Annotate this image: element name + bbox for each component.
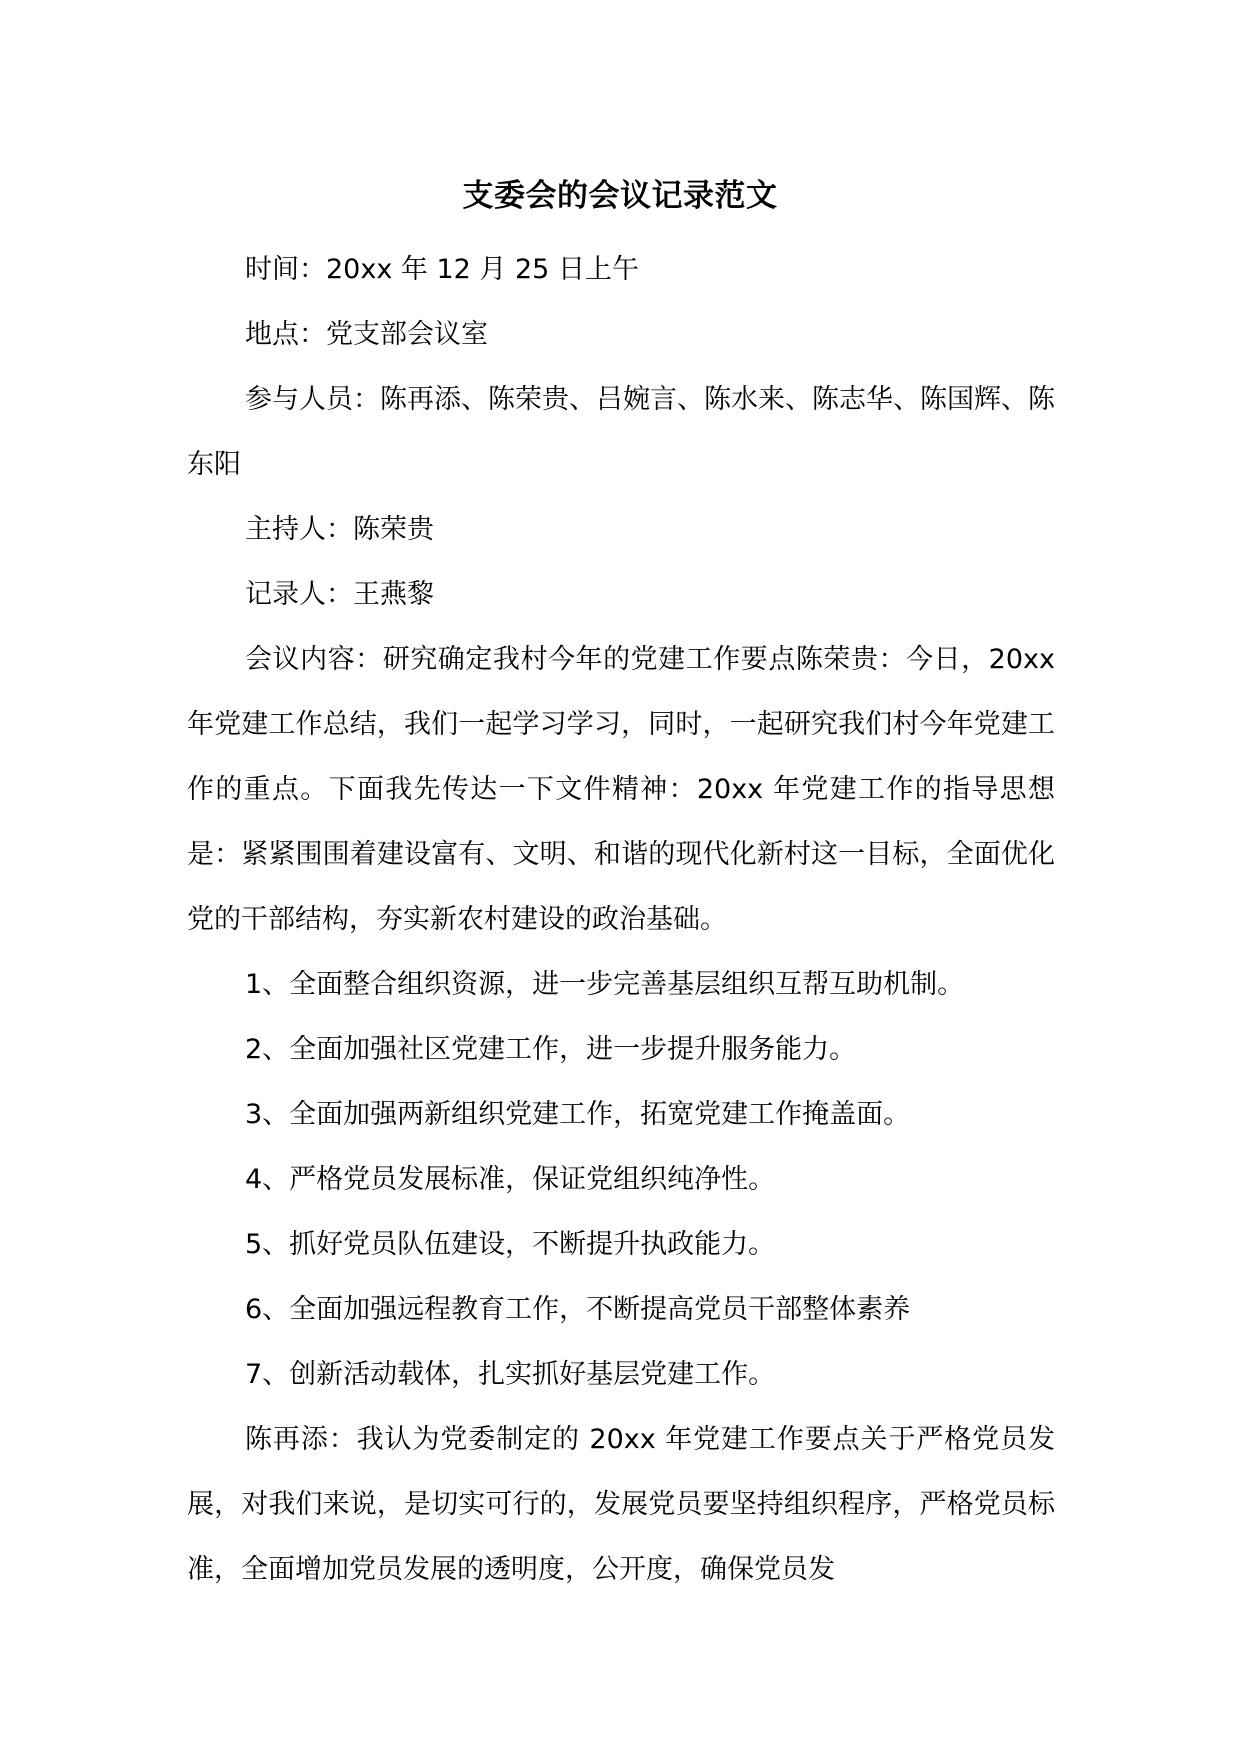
list-item: 4、严格党员发展标准，保证党组织纯净性。: [245, 1164, 776, 1195]
meeting-participants: 参与人员：陈再添、陈荣贵、吕婉言、陈水来、陈志华、陈国辉、陈东阳: [187, 384, 1055, 480]
closing-paragraph: 陈再添：我认为党委制定的 20xx 年党建工作要点关于严格党员发展，对我们来说，是切实可行的，发展党员要坚持组织程序，严格党员标准，全面增加党员发展的透明度，公开度，确保党员发: [187, 1424, 1055, 1585]
list-item: 2、全面加强社区党建工作，进一步提升服务能力。: [245, 1034, 857, 1065]
meeting-time: 时间：20xx 年 12 月 25 日上午: [245, 254, 639, 285]
list-item: 5、抓好党员队伍建设，不断提升执政能力。: [245, 1229, 776, 1260]
meeting-location: 地点：党支部会议室: [245, 319, 488, 350]
document-body: [187, 237, 1055, 1602]
meeting-content: 会议内容：研究确定我村今年的党建工作要点陈荣贵：今日，20xx 年党建工作总结，我们一起学习学习，同时，一起研究我们村今年党建工作的重点。下面我先传达一下文件精神：20xx 年党建工作的指导思想是：紧紧围围着建设富有、文明、和谐的现代化新村这一目标，全面优化党的干部结构，夯实新农村建设的政治基础。: [187, 644, 1055, 935]
list-item: 3、全面加强两新组织党建工作，拓宽党建工作掩盖面。: [245, 1099, 911, 1130]
document-title: 支委会的会议记录范文: [462, 178, 778, 214]
meeting-recorder: 记录人：王燕黎: [245, 579, 434, 610]
meeting-host: 主持人：陈荣贵: [245, 514, 434, 545]
list-item: 7、创新活动载体，扎实抓好基层党建工作。: [245, 1359, 776, 1390]
list-item: 1、全面整合组织资源，进一步完善基层组织互帮互助机制。: [245, 969, 965, 1000]
list-item: 6、全面加强远程教育工作，不断提高党员干部整体素养: [245, 1294, 911, 1325]
